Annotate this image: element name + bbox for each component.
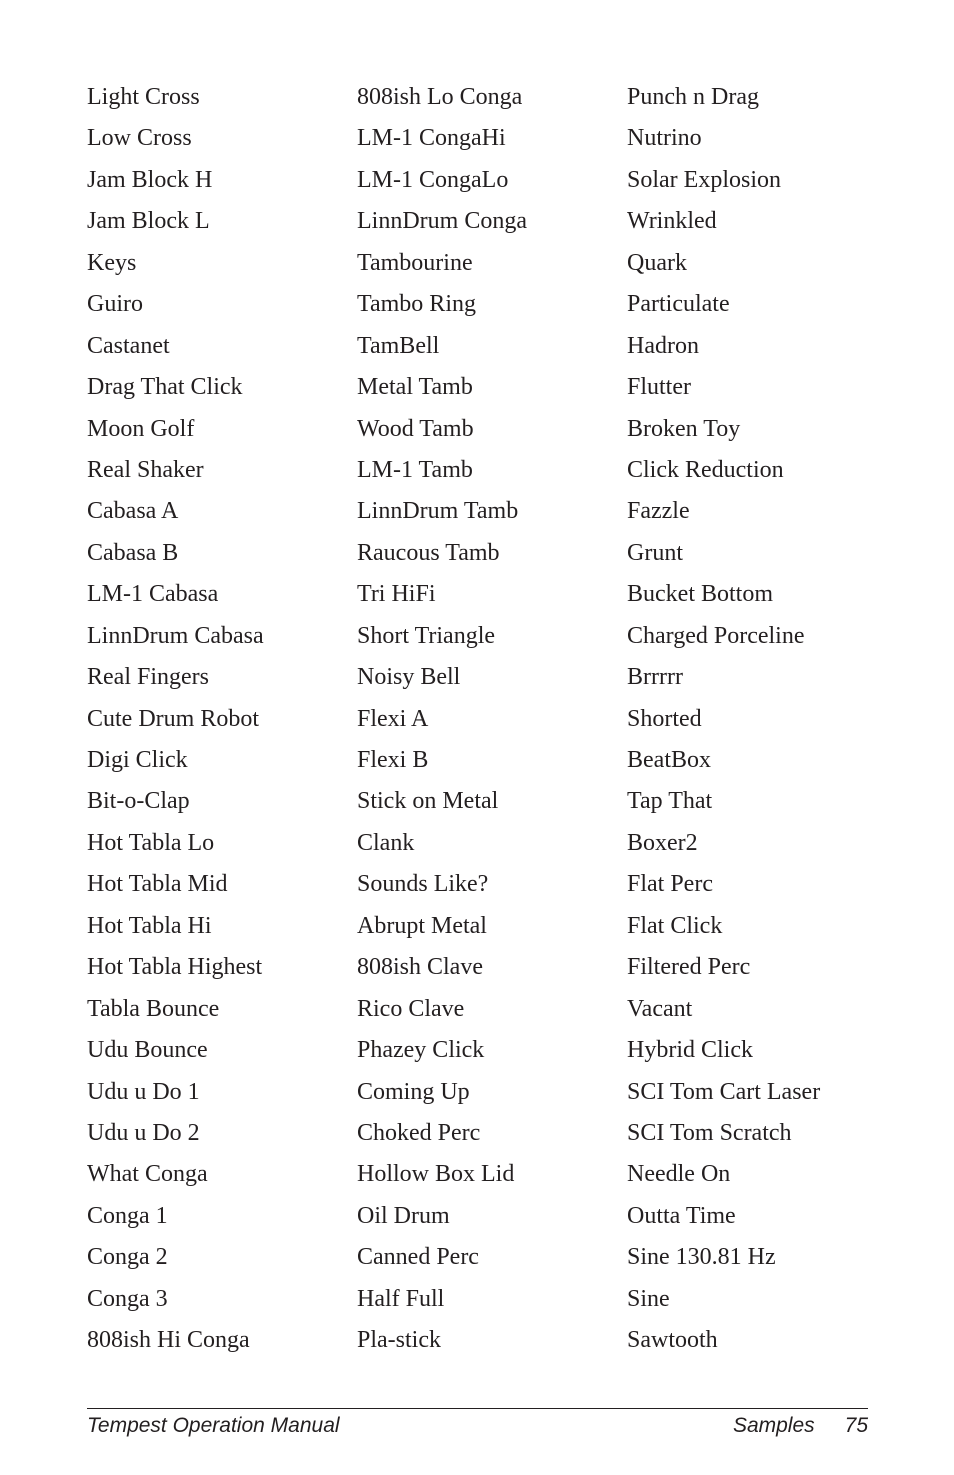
sample-name: SCI Tom Scratch: [627, 1119, 792, 1146]
sample-name: Light Cross: [87, 84, 200, 110]
sample-name: Sine: [627, 1285, 670, 1312]
sample-name: Wood Tamb: [357, 415, 474, 442]
sample-name: Digi Click: [87, 747, 188, 773]
sample-name: Cute Drum Robot: [87, 705, 259, 732]
sample-name: Moon Golf: [87, 415, 195, 442]
sample-name: Half Full: [357, 1285, 445, 1312]
sample-name: Canned Perc: [357, 1244, 479, 1271]
sample-name: Hot Tabla Mid: [87, 871, 228, 898]
sample-name: LM-1 Cabasa: [87, 581, 219, 608]
sample-name: Vacant: [627, 995, 693, 1022]
sample-name: Bit-o-Clap: [87, 788, 190, 815]
sample-name: Sine 130.81 Hz: [627, 1244, 776, 1271]
sample-name: Jam Block H: [87, 166, 213, 193]
sample-name: Click Reduction: [627, 456, 784, 483]
sample-name: Wrinkled: [627, 208, 717, 235]
sample-name: Flat Click: [627, 912, 723, 939]
sample-name: Cabasa B: [87, 539, 179, 566]
footer-right: [733, 1413, 868, 1439]
sample-name: Abrupt Metal: [357, 912, 487, 939]
sample-name: Rico Clave: [357, 995, 465, 1022]
sample-name: Outta Time: [627, 1202, 736, 1229]
sample-name: Coming Up: [357, 1078, 470, 1105]
sample-name: LinnDrum Cabasa: [87, 622, 264, 649]
sample-name: Hot Tabla Highest: [87, 954, 263, 981]
sample-name: Boxer2: [627, 829, 698, 856]
sample-name: Conga 2: [87, 1244, 168, 1271]
sample-name: Stick on Metal: [357, 788, 499, 815]
sample-name: Hot Tabla Hi: [87, 912, 212, 939]
sample-name: Clank: [357, 829, 415, 856]
sample-name: Solar Explosion: [627, 166, 781, 193]
sample-name: Jam Block L: [87, 208, 210, 235]
sample-name: Phazey Click: [357, 1037, 485, 1064]
sample-name: Quark: [627, 249, 687, 276]
sample-name: Real Shaker: [87, 456, 204, 483]
sample-name: Tap That: [627, 788, 713, 815]
sample-name: What Conga: [87, 1161, 208, 1188]
sample-name: Hollow Box Lid: [357, 1161, 515, 1188]
sample-name: Udu Bounce: [87, 1037, 208, 1064]
sample-column-3: [627, 80, 820, 1365]
sample-name: Raucous Tamb: [357, 539, 500, 566]
sample-name: Bucket Bottom: [627, 581, 773, 608]
page-footer: [87, 1408, 868, 1439]
manual-title: Tempest Operation Manual: [87, 1414, 340, 1437]
sample-name: Udu u Do 2: [87, 1119, 200, 1146]
sample-name: Tri HiFi: [357, 581, 436, 608]
sample-name: 808ish Clave: [357, 954, 483, 981]
sample-name: Filtered Perc: [627, 954, 751, 981]
sample-name: LM-1 CongaLo: [357, 166, 509, 193]
sample-name: Nutrino: [627, 125, 702, 152]
sample-name: Needle On: [627, 1161, 731, 1188]
sample-name: Fazzle: [627, 498, 690, 525]
sample-name: Real Fingers: [87, 664, 209, 691]
sample-name: Grunt: [627, 539, 683, 566]
sample-name: Flat Perc: [627, 871, 713, 898]
sample-name: Conga 1: [87, 1202, 168, 1229]
sample-name: 808ish Lo Conga: [357, 84, 523, 110]
sample-name: Noisy Bell: [357, 664, 461, 691]
sample-name: Sawtooth: [627, 1327, 718, 1354]
sample-name: Hadron: [627, 332, 699, 359]
sample-name: Guiro: [87, 291, 143, 318]
sample-name: Shorted: [627, 705, 702, 732]
sample-name: Choked Perc: [357, 1119, 481, 1146]
sample-name: Keys: [87, 249, 137, 276]
sample-name: LM-1 Tamb: [357, 456, 473, 483]
sample-name: LinnDrum Tamb: [357, 498, 519, 525]
sample-column-2: [357, 80, 527, 1365]
sample-name: Low Cross: [87, 125, 192, 152]
sample-name: Charged Porceline: [627, 622, 805, 649]
sample-name: Hot Tabla Lo: [87, 829, 215, 856]
sample-name: Conga 3: [87, 1285, 168, 1312]
sample-name: Castanet: [87, 332, 170, 359]
sample-name: Flutter: [627, 374, 691, 401]
sample-name: Metal Tamb: [357, 374, 473, 401]
sample-name: Pla-stick: [357, 1327, 441, 1354]
sample-name: Tabla Bounce: [87, 995, 220, 1022]
sample-name: Cabasa A: [87, 498, 179, 525]
sample-name: Broken Toy: [627, 415, 741, 442]
section-name: Samples: [732, 1414, 815, 1437]
sample-name: BeatBox: [627, 747, 711, 773]
sample-name: LinnDrum Conga: [357, 208, 527, 235]
sample-name: Tambo Ring: [357, 291, 476, 318]
sample-name: Sounds Like?: [357, 871, 489, 898]
sample-name: Short Triangle: [357, 622, 496, 649]
sample-name: Hybrid Click: [627, 1037, 753, 1064]
sample-column-1: [87, 80, 264, 1365]
sample-name: Oil Drum: [357, 1202, 450, 1229]
sample-name: Tambourine: [357, 249, 473, 276]
sample-name: TamBell: [357, 332, 440, 359]
sample-name: Udu u Do 1: [87, 1078, 200, 1105]
sample-name: Drag That Click: [87, 374, 243, 401]
page-number: 75: [844, 1414, 868, 1437]
sample-name: Punch n Drag: [627, 84, 759, 110]
sample-name: Flexi B: [357, 747, 429, 773]
sample-name: Brrrrr: [627, 664, 683, 691]
sample-name: Flexi A: [357, 705, 429, 732]
sample-name: Particulate: [627, 291, 730, 318]
sample-name: SCI Tom Cart Laser: [627, 1078, 821, 1105]
sample-name: LM-1 CongaHi: [357, 125, 506, 152]
sample-name: 808ish Hi Conga: [87, 1327, 250, 1354]
